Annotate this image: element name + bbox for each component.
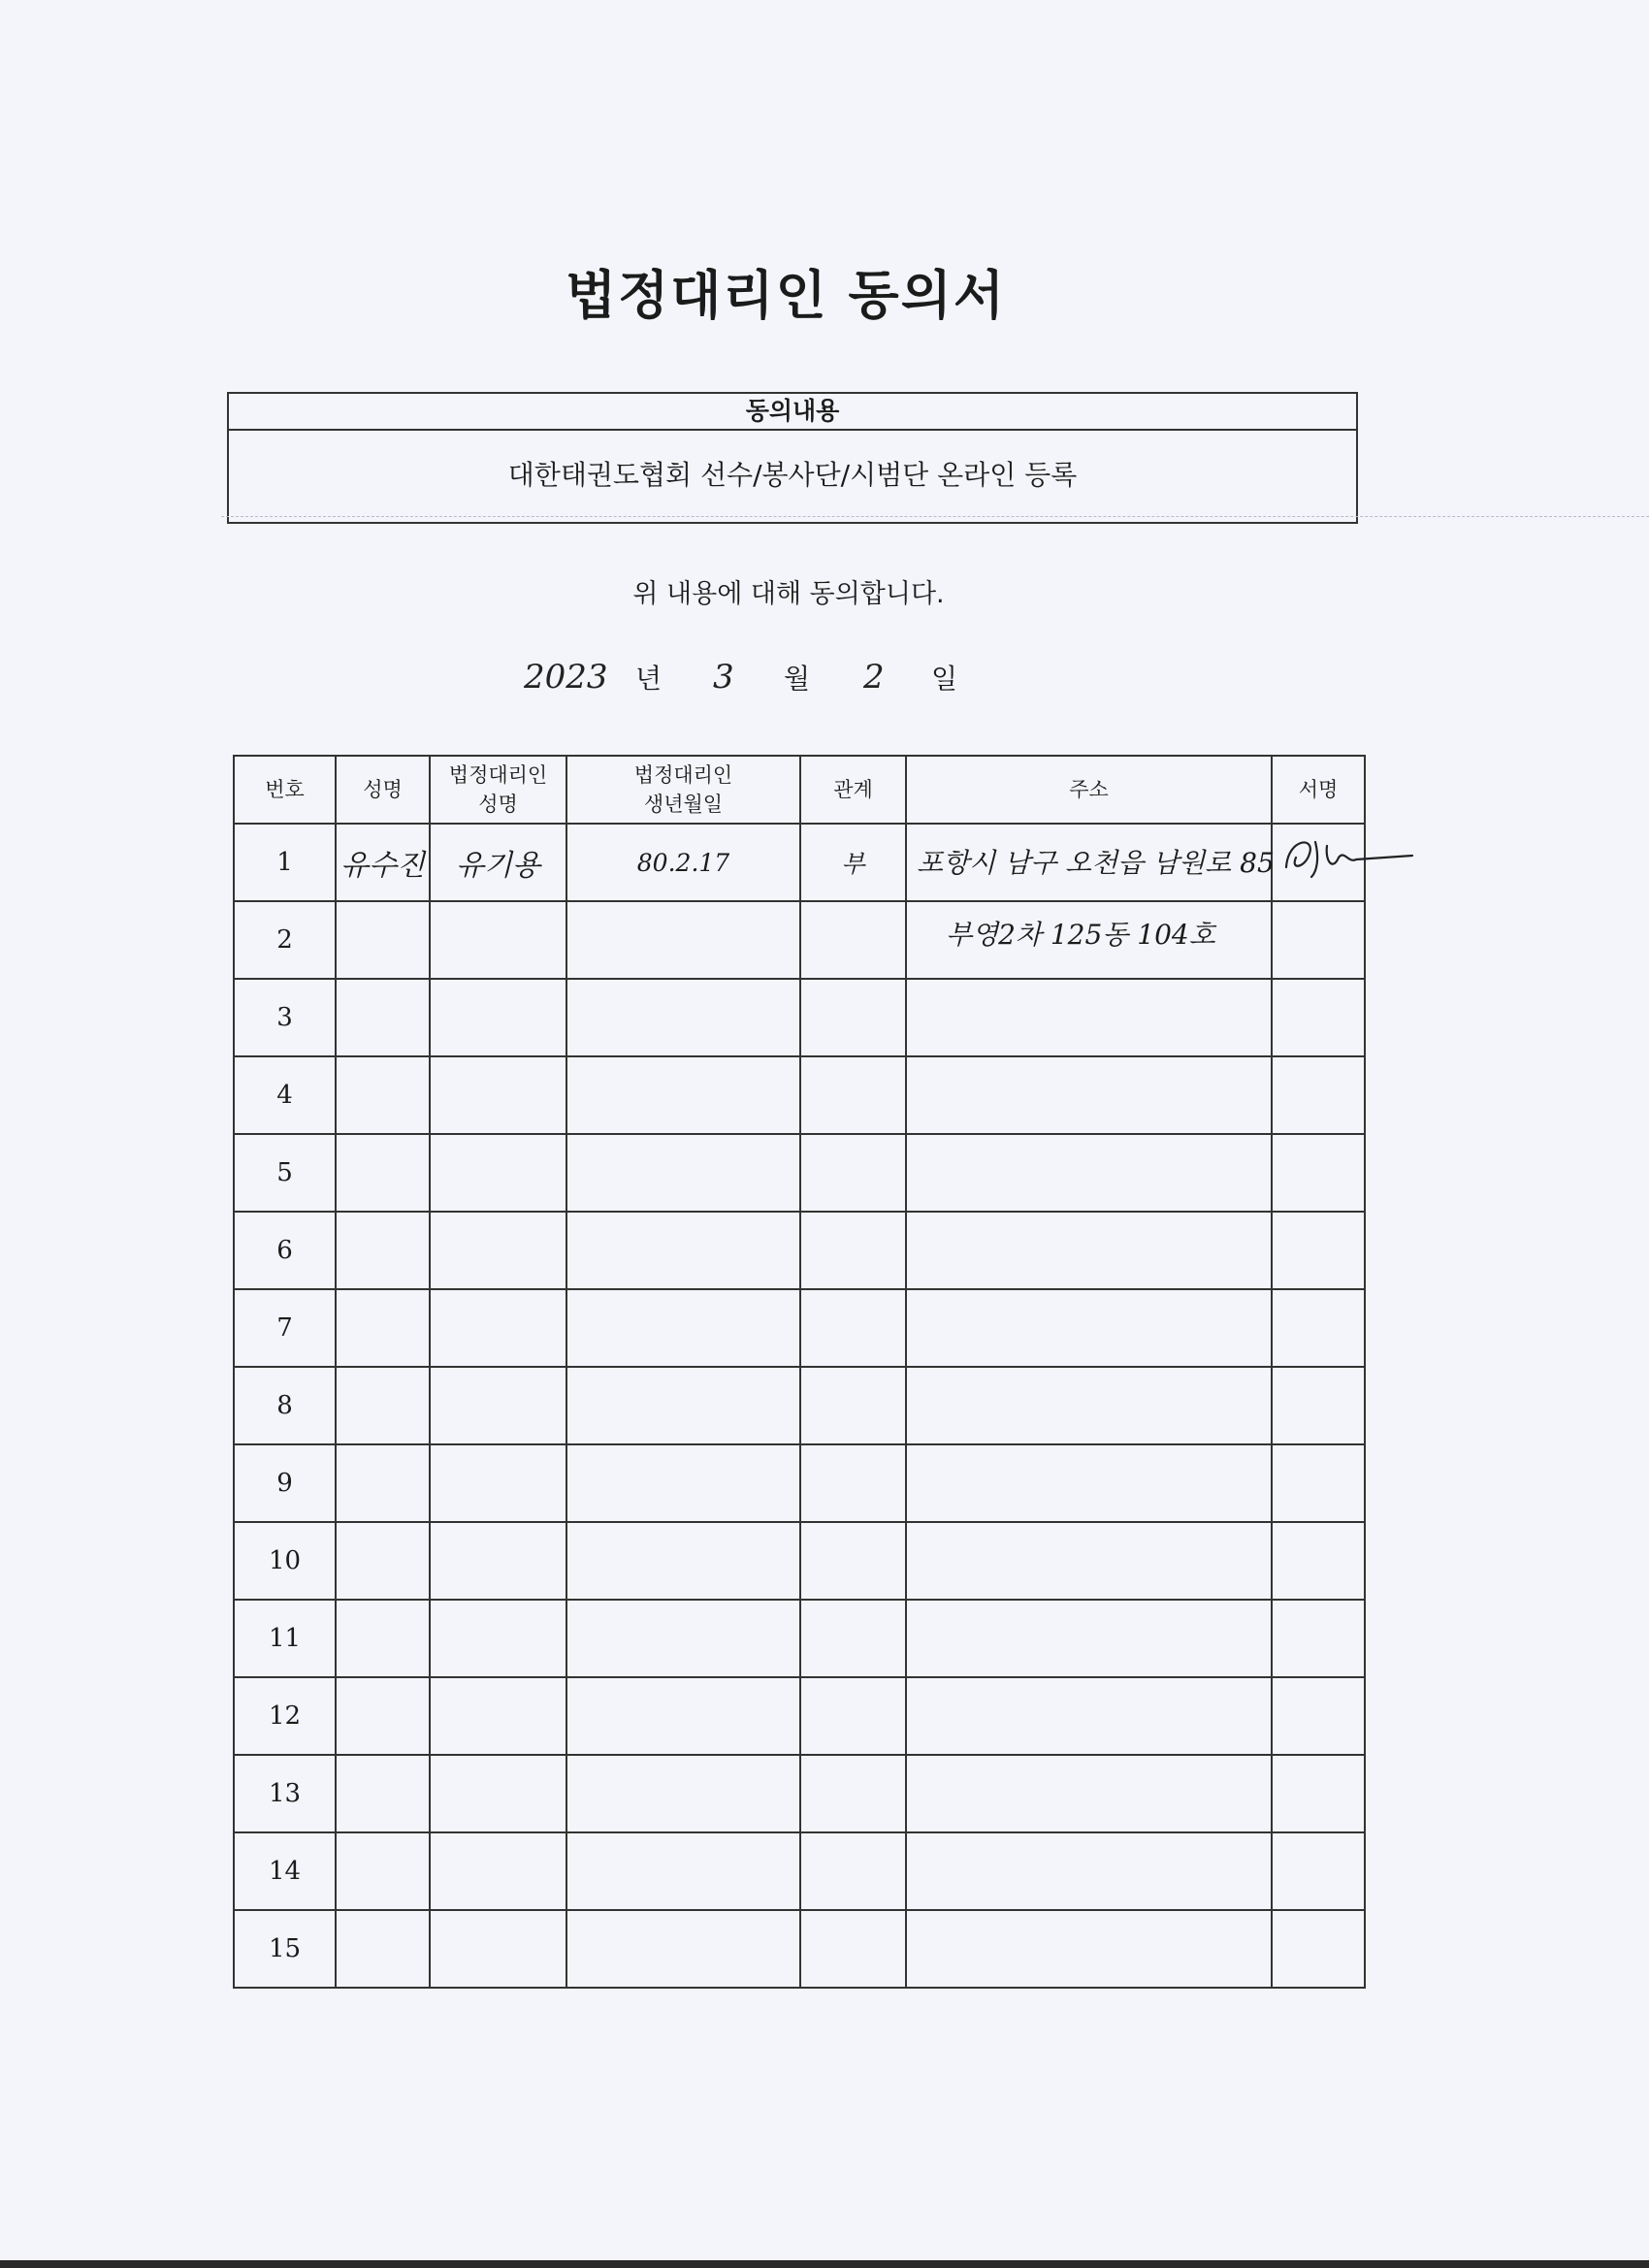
address-cell <box>906 1134 1272 1212</box>
guardian-name-cell <box>430 1134 566 1212</box>
address-wrapper <box>907 825 1275 951</box>
signature-cell <box>1272 1212 1365 1289</box>
relation-cell <box>800 979 906 1056</box>
header-guardian-birth <box>566 756 800 824</box>
signature-cell <box>1272 1134 1365 1212</box>
student-name-cell <box>336 1134 430 1212</box>
table-row <box>234 1522 1365 1600</box>
address-line2-handwritten: 부영2차 125동 104호 <box>946 919 1215 951</box>
relation-handwritten: 부 <box>800 824 906 901</box>
guardian-name-cell <box>430 1367 566 1444</box>
table-row <box>234 1832 1365 1910</box>
date-year-unit: 년 <box>635 663 663 695</box>
address-cell <box>906 1212 1272 1289</box>
address-cell <box>906 1677 1272 1755</box>
guardian-name-handwritten: 유기용 <box>430 824 566 901</box>
row-number: 6 <box>234 1212 336 1289</box>
consent-body-text: 대한태권도협회 선수/봉사단/시범단 온라인 등록 <box>507 459 1078 491</box>
guardian-name-cell <box>430 1056 566 1134</box>
student-name-handwritten: 유수진 <box>336 824 430 901</box>
signature-cell <box>1272 1444 1365 1522</box>
signature-cell <box>1272 1600 1365 1677</box>
address-cell <box>906 824 1275 951</box>
guardian-name-cell <box>430 1444 566 1522</box>
header-relation: 관계 <box>800 756 906 824</box>
date-month-handwritten: 3 <box>713 658 734 697</box>
guardian-name-cell <box>430 1212 566 1289</box>
date-year-handwritten: 2023 <box>524 658 608 697</box>
relation-cell <box>800 1910 906 1988</box>
guardian-name-cell <box>430 1677 566 1755</box>
address-cell <box>906 1755 1272 1832</box>
table-row <box>234 1755 1365 1832</box>
table-row <box>234 1910 1365 1988</box>
date-day-unit: 일 <box>931 663 958 695</box>
guardian-birth-cell <box>566 901 800 979</box>
relation-cell <box>800 1677 906 1755</box>
relation-cell <box>800 1367 906 1444</box>
student-name-cell <box>336 1444 430 1522</box>
student-name-cell <box>336 1289 430 1367</box>
table-row <box>234 1677 1365 1755</box>
row-number: 15 <box>234 1910 336 1988</box>
guardian-birth-cell <box>566 1832 800 1910</box>
guardian-birth-cell <box>566 1677 800 1755</box>
guardian-name-cell <box>430 1522 566 1600</box>
table-row <box>234 1134 1365 1212</box>
row-number: 9 <box>234 1444 336 1522</box>
guardian-name-cell <box>430 1600 566 1677</box>
address-cell <box>906 1289 1272 1367</box>
guardian-birth-cell <box>566 1134 800 1212</box>
guardian-birth-cell <box>566 1367 800 1444</box>
date-row <box>504 650 1086 708</box>
table-row <box>234 1600 1365 1677</box>
guardian-birth-cell <box>566 1522 800 1600</box>
row-number: 4 <box>234 1056 336 1134</box>
row-number: 7 <box>234 1289 336 1367</box>
table-header-row <box>234 756 1365 824</box>
signature-cell <box>1272 1522 1365 1600</box>
date-day-handwritten: 2 <box>863 658 885 697</box>
student-name-cell <box>336 979 430 1056</box>
address-cell <box>906 1367 1272 1444</box>
guardian-birth-cell <box>566 1212 800 1289</box>
date-month-unit: 월 <box>784 663 811 695</box>
signature-cell <box>1272 1755 1365 1832</box>
student-name-cell <box>336 1056 430 1134</box>
table-row <box>234 824 1365 901</box>
guardian-birth-cell <box>566 1755 800 1832</box>
signature-cell <box>1272 1832 1365 1910</box>
row-number: 13 <box>234 1755 336 1832</box>
address-cell <box>906 1910 1272 1988</box>
table-row <box>234 979 1365 1056</box>
guardian-birth-cell <box>566 1056 800 1134</box>
guardian-birth-handwritten: 80.2.17 <box>566 824 800 901</box>
signature-cell <box>1272 1056 1365 1134</box>
student-name-cell <box>336 1910 430 1988</box>
address-cell <box>906 1522 1272 1600</box>
header-number: 번호 <box>234 756 336 824</box>
guardian-name-cell <box>430 979 566 1056</box>
guardian-birth-cell <box>566 979 800 1056</box>
relation-cell <box>800 1056 906 1134</box>
relation-cell <box>800 1212 906 1289</box>
relation-cell <box>800 1755 906 1832</box>
address-cell <box>906 1444 1272 1522</box>
header-guardian-birth-line1: 법정대리인 <box>633 763 733 787</box>
relation-cell <box>800 1600 906 1677</box>
student-name-cell <box>336 901 430 979</box>
row-number: 10 <box>234 1522 336 1600</box>
guardian-name-cell <box>430 1755 566 1832</box>
row-number: 1 <box>234 824 336 901</box>
scan-bottom-edge <box>0 2260 1649 2268</box>
relation-cell <box>800 901 906 979</box>
address-cell <box>906 1056 1272 1134</box>
guardian-birth-cell <box>566 1910 800 1988</box>
address-cell <box>906 1600 1272 1677</box>
row-number: 2 <box>234 901 336 979</box>
header-signature: 서명 <box>1272 756 1365 824</box>
table-row <box>234 1212 1365 1289</box>
header-address: 주소 <box>906 756 1272 824</box>
table-row <box>234 1367 1365 1444</box>
handwritten-signature-icon <box>1277 828 1422 887</box>
row-number: 5 <box>234 1134 336 1212</box>
student-name-cell <box>336 1755 430 1832</box>
row-number: 14 <box>234 1832 336 1910</box>
address-cell <box>906 1832 1272 1910</box>
row-number: 11 <box>234 1600 336 1677</box>
relation-cell <box>800 1522 906 1600</box>
scan-guide-line <box>221 516 1649 517</box>
student-name-cell <box>336 1522 430 1600</box>
signature-cell <box>1272 1910 1365 1988</box>
guardian-birth-cell <box>566 1444 800 1522</box>
consent-heading: 동의내용 <box>229 394 1356 431</box>
signature-cell <box>1272 824 1365 901</box>
signature-cell <box>1272 901 1365 979</box>
header-guardian-birth-line2: 생년월일 <box>643 793 724 816</box>
relation-cell <box>800 1289 906 1367</box>
signature-cell <box>1272 1367 1365 1444</box>
student-name-cell <box>336 1600 430 1677</box>
guardian-name-cell <box>430 1289 566 1367</box>
row-number: 8 <box>234 1367 336 1444</box>
guardian-name-cell <box>430 1832 566 1910</box>
relation-cell <box>800 1134 906 1212</box>
table-row <box>234 1056 1365 1134</box>
student-name-cell <box>336 1367 430 1444</box>
address-cell <box>906 979 1272 1056</box>
header-name: 성명 <box>336 756 430 824</box>
signature-cell <box>1272 1677 1365 1755</box>
row-number: 12 <box>234 1677 336 1755</box>
relation-cell <box>800 1444 906 1522</box>
signature-cell <box>1272 979 1365 1056</box>
guardian-name-cell <box>430 1910 566 1988</box>
guardian-birth-cell <box>566 1600 800 1677</box>
agreement-statement: 위 내용에 대해 동의합니다. <box>632 579 945 609</box>
header-guardian-name-line1: 법정대리인 <box>448 763 548 787</box>
address-line1-handwritten: 포항시 남구 오천읍 남원로 85 <box>917 847 1275 879</box>
signature-cell <box>1272 1289 1365 1367</box>
student-name-cell <box>336 1212 430 1289</box>
guardian-birth-cell <box>566 1289 800 1367</box>
guardian-consent-table <box>233 755 1366 1989</box>
header-guardian-name-line2: 성명 <box>478 793 518 816</box>
consent-content-box <box>227 392 1358 524</box>
row-number: 3 <box>234 979 336 1056</box>
student-name-cell <box>336 1832 430 1910</box>
table-row <box>234 1289 1365 1367</box>
signature-wrapper <box>1273 825 1364 900</box>
table-row <box>234 1444 1365 1522</box>
relation-cell <box>800 1832 906 1910</box>
guardian-name-cell <box>430 901 566 979</box>
student-name-cell <box>336 1677 430 1755</box>
header-guardian-name <box>430 756 566 824</box>
document-title: 법정대리인 동의서 <box>565 265 1007 326</box>
